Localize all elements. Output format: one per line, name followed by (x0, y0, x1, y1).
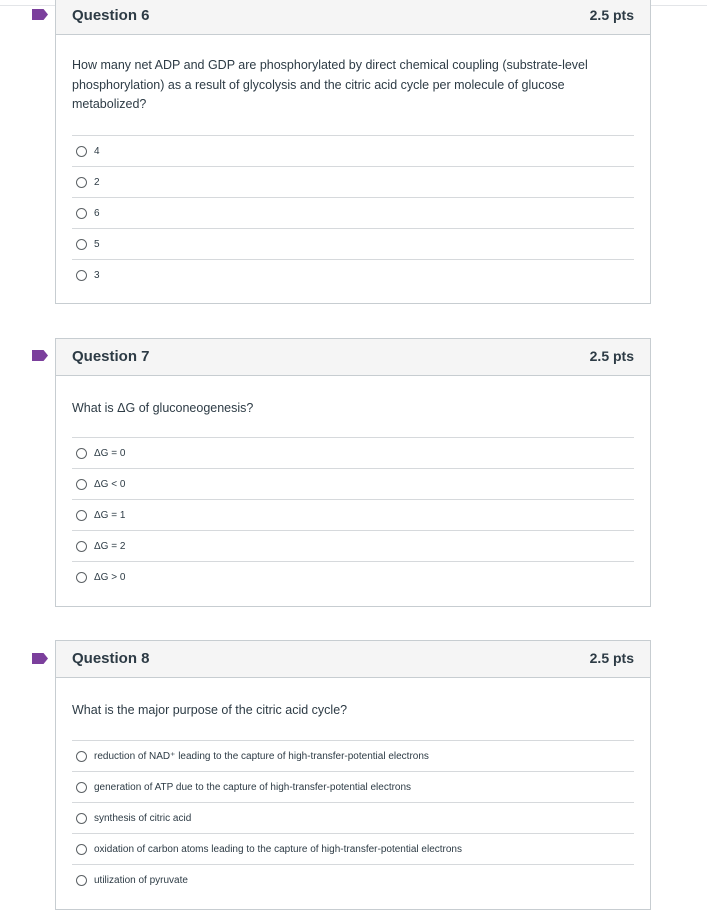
question-points: 2.5 pts (589, 7, 634, 23)
radio-button-icon[interactable] (76, 572, 87, 583)
radio-button-icon[interactable] (76, 844, 87, 855)
answer-option[interactable] (72, 228, 634, 259)
radio-button-icon[interactable] (76, 239, 87, 250)
question-text: What is the major purpose of the citric acid cycle? (72, 703, 348, 717)
radio-button-icon[interactable] (76, 541, 87, 552)
answer-list (72, 135, 634, 290)
answer-option[interactable] (72, 468, 634, 499)
question-card-6 (55, 0, 651, 304)
answer-label[interactable]: ΔG = 2 (94, 540, 126, 552)
question-text: What is ΔG of gluconeogenesis? (72, 401, 254, 415)
radio-button-icon[interactable] (76, 479, 87, 490)
question-points: 2.5 pts (589, 348, 634, 364)
answer-label[interactable]: generation of ATP due to the capture of high-transfer-potential electrons (94, 781, 412, 793)
answer-option[interactable] (72, 740, 634, 771)
question-card-8 (55, 640, 651, 910)
answer-option[interactable] (72, 771, 634, 802)
question-title: Question 7 (72, 348, 150, 365)
answer-option[interactable] (72, 437, 634, 468)
answer-label[interactable]: 4 (94, 145, 100, 157)
radio-button-icon[interactable] (76, 448, 87, 459)
radio-button-icon[interactable] (76, 813, 87, 824)
question-text: How many net ADP and GDP are phosphorylated by direct chemical coupling (substrate-level phosphorylation) as a result of glycolysis and the citric acid cycle per molecule of glucose metabolized? (72, 58, 588, 111)
answer-option[interactable] (72, 135, 634, 166)
answer-list (72, 437, 634, 592)
answer-label[interactable]: ΔG < 0 (94, 478, 126, 490)
question-header (56, 339, 650, 376)
radio-button-icon[interactable] (76, 875, 87, 886)
question-title: Question 8 (72, 650, 150, 667)
radio-button-icon[interactable] (76, 208, 87, 219)
radio-button-icon[interactable] (76, 146, 87, 157)
answer-label[interactable]: utilization of pyruvate (94, 874, 188, 886)
answer-option[interactable] (72, 259, 634, 290)
question-flag-icon[interactable] (32, 9, 48, 20)
answer-option[interactable] (72, 561, 634, 592)
question-points: 2.5 pts (589, 650, 634, 666)
answer-label[interactable]: ΔG > 0 (94, 571, 126, 583)
answer-option[interactable] (72, 530, 634, 561)
radio-button-icon[interactable] (76, 751, 87, 762)
question-card-7 (55, 338, 651, 607)
answer-label[interactable]: 6 (94, 207, 100, 219)
question-flag-icon[interactable] (32, 653, 48, 664)
question-flag-icon[interactable] (32, 350, 48, 361)
answer-label[interactable]: synthesis of citric acid (94, 812, 192, 824)
answer-label[interactable]: ΔG = 1 (94, 509, 126, 521)
answer-label[interactable]: 2 (94, 176, 100, 188)
question-header (56, 641, 650, 678)
answer-option[interactable] (72, 864, 634, 895)
answer-option[interactable] (72, 166, 634, 197)
answer-label[interactable]: reduction of NAD⁺ leading to the capture of high-transfer-potential electrons (94, 750, 429, 762)
question-header (56, 0, 650, 35)
answer-option[interactable] (72, 499, 634, 530)
answer-label[interactable]: 5 (94, 238, 100, 250)
answer-option[interactable] (72, 802, 634, 833)
answer-label[interactable]: oxidation of carbon atoms leading to the capture of high-transfer-potential electrons (94, 843, 462, 855)
radio-button-icon[interactable] (76, 782, 87, 793)
answer-label[interactable]: ΔG = 0 (94, 447, 126, 459)
radio-button-icon[interactable] (76, 510, 87, 521)
radio-button-icon[interactable] (76, 177, 87, 188)
question-title: Question 6 (72, 7, 150, 24)
answer-option[interactable] (72, 197, 634, 228)
radio-button-icon[interactable] (76, 270, 87, 281)
answer-option[interactable] (72, 833, 634, 864)
answer-list (72, 740, 634, 895)
answer-label[interactable]: 3 (94, 269, 100, 281)
